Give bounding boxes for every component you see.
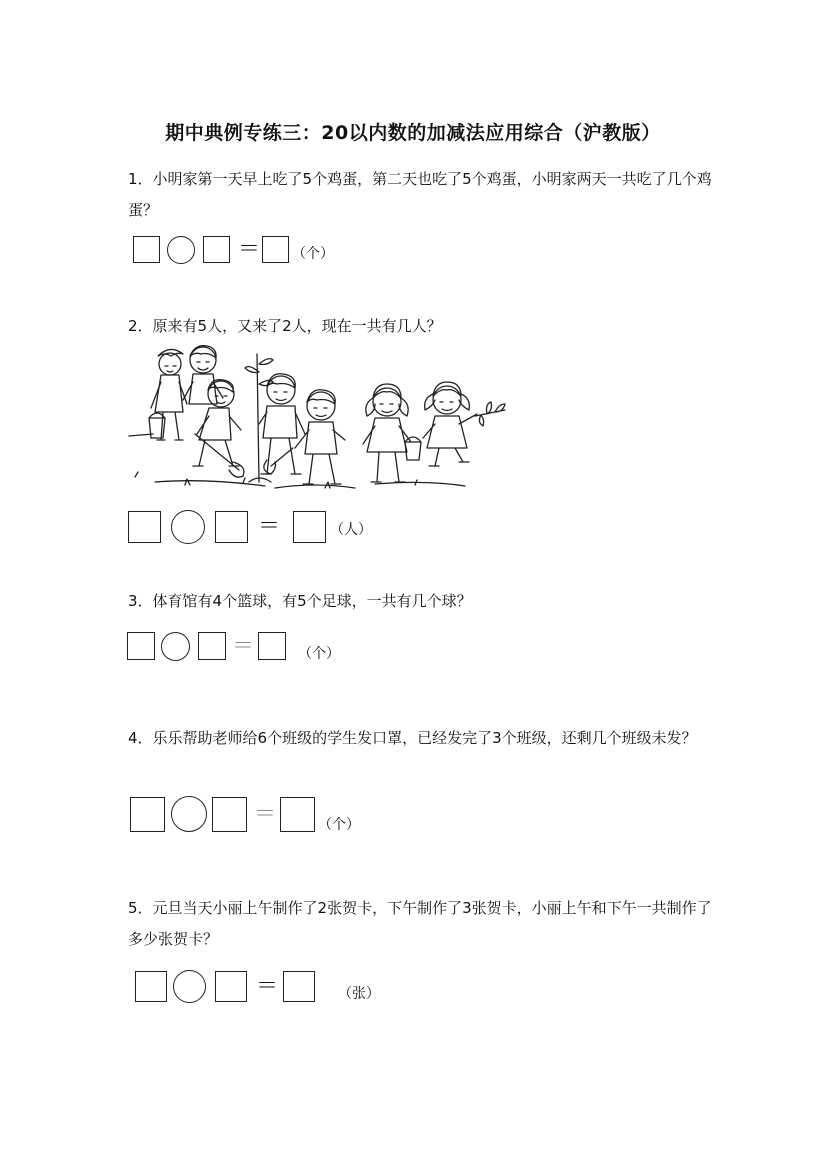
answer-box[interactable] — [133, 236, 160, 263]
question-2-text: 2．原来有5人，又来了2人，现在一共有几人？ — [128, 317, 442, 335]
question-5-text: 5．元旦当天小丽上午制作了2张贺卡，下午制作了3张贺卡，小丽上午和下午一共制作了多少张贺卡？ — [128, 899, 712, 948]
result-box[interactable] — [262, 236, 289, 263]
equals-sign: ＝ — [256, 974, 279, 999]
page-title: 期中典例专练三：20以内数的加减法应用综合（沪教版） — [165, 122, 661, 144]
operator-circle[interactable] — [171, 796, 207, 832]
unit-label: （个） — [292, 246, 334, 262]
operator-circle[interactable] — [167, 236, 195, 264]
operator-circle[interactable] — [171, 510, 205, 544]
result-box[interactable] — [280, 797, 315, 832]
answer-box[interactable] — [198, 632, 226, 660]
question-3-text: 3．体育馆有4个篮球，有5个足球，一共有几个球？ — [128, 592, 472, 610]
operator-circle[interactable] — [161, 632, 190, 661]
unit-label: （个） — [318, 817, 360, 833]
unit-label: （个） — [298, 646, 340, 662]
answer-box[interactable] — [135, 971, 167, 1002]
question-1-text: 1．小明家第一天早上吃了5个鸡蛋，第二天也吃了5个鸡蛋，小明家两天一共吃了几个鸡蛋？ — [128, 170, 712, 219]
answer-box[interactable] — [127, 632, 155, 660]
result-box[interactable] — [283, 971, 315, 1002]
answer-box[interactable] — [203, 236, 230, 263]
equals-sign: ＝ — [254, 802, 277, 827]
unit-label: （人） — [330, 522, 372, 538]
answer-box[interactable] — [130, 797, 165, 832]
equals-sign: ＝ — [232, 634, 255, 659]
result-box[interactable] — [293, 511, 326, 543]
children-planting-illustration — [125, 342, 510, 492]
unit-label: （张） — [338, 986, 380, 1002]
answer-box[interactable] — [212, 797, 247, 832]
answer-box[interactable] — [215, 971, 247, 1002]
answer-box[interactable] — [215, 511, 248, 543]
result-box[interactable] — [258, 632, 286, 660]
operator-circle[interactable] — [173, 970, 206, 1003]
equals-sign: ＝ — [258, 514, 281, 539]
question-4-text: 4．乐乐帮助老师给6个班级的学生发口罩，已经发完了3个班级，还剩几个班级未发？ — [128, 729, 697, 747]
equals-sign: ＝ — [238, 237, 261, 262]
answer-box[interactable] — [128, 511, 161, 543]
